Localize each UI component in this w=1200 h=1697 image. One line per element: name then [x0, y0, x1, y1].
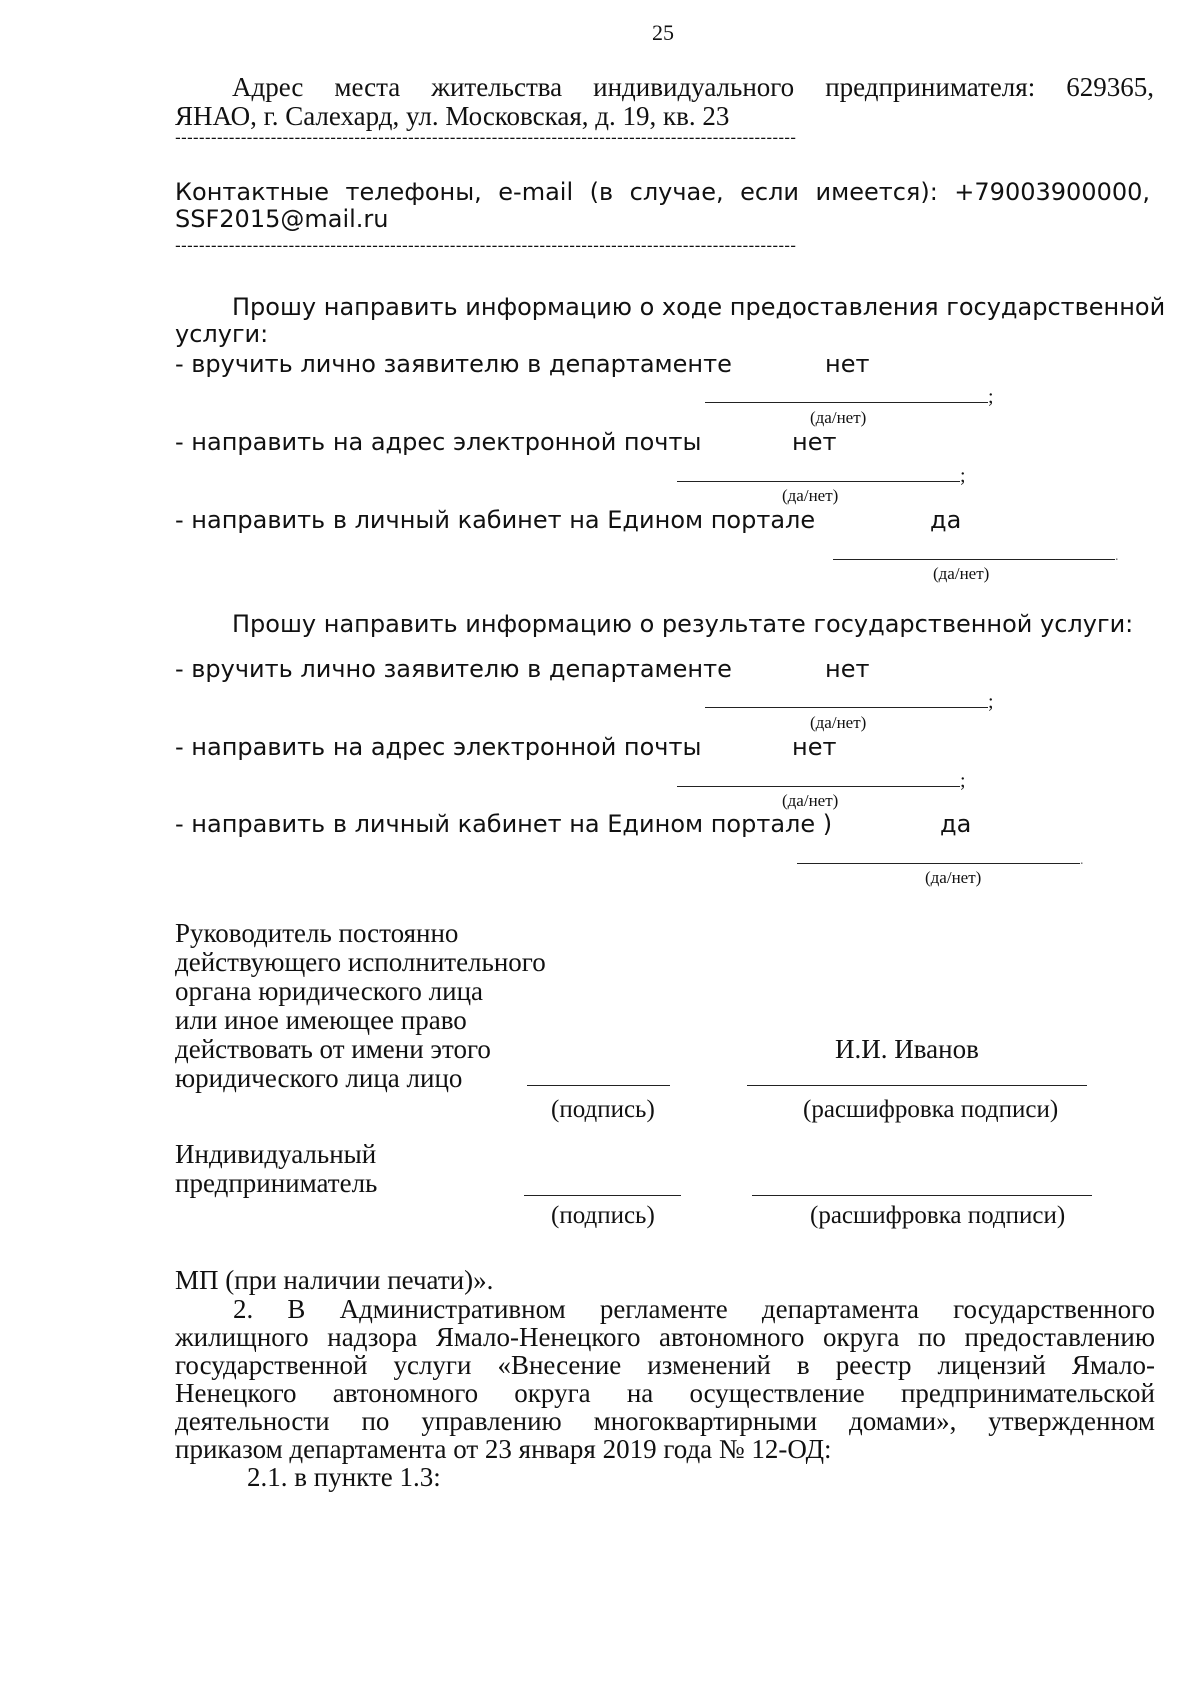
paragraph-2-line-5: деятельности по управлению многоквартирными домами», утвержденном [175, 1406, 1155, 1436]
progress-item-2-hint: (да/нет) [782, 486, 839, 505]
separator-2: -------------------------------------------------------------------------------------------------------- [175, 236, 797, 255]
progress-item-2-line [677, 481, 960, 482]
head-title-line-2: действующего исполнительного [175, 947, 546, 977]
result-item-3-dot: . [1080, 853, 1084, 868]
progress-item-3-dot: . [1115, 549, 1119, 564]
paragraph-2-line-2: жилищного надзора Ямало-Ненецкого автономного округа по предоставлению [175, 1322, 1155, 1352]
paragraph-2-line-3: государственной услуги «Внесение изменений в реестр лицензий Ямало- [175, 1350, 1155, 1380]
paragraph-2-line-4: Ненецкого автономного округа на осуществление предпринимательской [175, 1378, 1155, 1408]
ip-decode-line [752, 1195, 1092, 1196]
progress-item-2-value: нет [792, 428, 837, 456]
contacts-line-2: SSF2015@mail.ru [175, 205, 389, 233]
contacts-line-1: Контактные телефоны, e-mail (в случае, если имеется): +79003900000, [175, 178, 1150, 206]
result-item-2-hint: (да/нет) [782, 791, 839, 810]
separator-1: -------------------------------------------------------------------------------------------------------- [175, 128, 797, 147]
result-item-3-value: да [940, 810, 972, 838]
progress-intro-line-2: услуги: [175, 320, 269, 348]
head-title-line-1: Руководитель постоянно [175, 918, 459, 948]
paragraph-2 [175, 1295, 1155, 1491]
result-item-3-line [797, 863, 1080, 864]
head-signature-line [527, 1085, 670, 1086]
head-title-line-6: юридического лица лицо [175, 1063, 463, 1093]
progress-item-1-semicolon: ; [988, 386, 994, 408]
head-decode-caption: (расшифровка подписи) [803, 1096, 1059, 1123]
ip-signature-line [524, 1195, 681, 1196]
paragraph-2-sub: 2.1. в пункте 1.3: [247, 1462, 441, 1492]
head-title-line-3: органа юридического лица [175, 976, 484, 1006]
progress-item-2-semicolon: ; [960, 465, 966, 487]
progress-item-3-label: - направить в личный кабинет на Едином портале [175, 506, 816, 534]
page-number: 25 [652, 20, 674, 45]
progress-item-2-label: - направить на адрес электронной почты [175, 428, 702, 456]
progress-intro-line-1: Прошу направить информацию о ходе предоставления государственной [232, 293, 1166, 321]
head-name: И.И. Иванов [835, 1034, 979, 1064]
paragraph-2-line-1: 2. В Административном регламенте департамента государственного [233, 1294, 1155, 1324]
head-signature-caption: (подпись) [551, 1096, 655, 1123]
head-title-line-5: действовать от имени этого [175, 1034, 491, 1064]
result-item-3-hint: (да/нет) [925, 868, 982, 887]
result-item-2-label: - направить на адрес электронной почты [175, 733, 702, 761]
result-item-1-value: нет [825, 655, 870, 683]
result-intro: Прошу направить информацию о результате государственной услуги: [232, 610, 1134, 638]
progress-item-1-line [705, 402, 988, 403]
result-item-3-label: - направить в личный кабинет на Едином портале ) [175, 810, 833, 838]
result-item-1-hint: (да/нет) [810, 713, 867, 732]
progress-item-1-hint: (да/нет) [810, 408, 867, 427]
progress-item-1-value: нет [825, 350, 870, 378]
progress-item-3-line [833, 559, 1115, 560]
result-item-1-semicolon: ; [988, 691, 994, 713]
address-line-1: Адрес места жительства индивидуального предпринимателя: 629365, [232, 72, 1154, 102]
ip-decode-caption: (расшифровка подписи) [810, 1202, 1066, 1229]
result-item-1-label: - вручить лично заявителю в департаменте [175, 655, 732, 683]
head-decode-line [747, 1085, 1087, 1086]
progress-item-3-value: да [930, 506, 962, 534]
head-title-line-4: или иное имеющее право [175, 1005, 467, 1035]
result-item-1-line [705, 707, 988, 708]
stamp-note: МП (при наличии печати)». [175, 1265, 494, 1295]
result-item-2-semicolon: ; [960, 770, 966, 792]
result-item-2-value: нет [792, 733, 837, 761]
paragraph-2-line-6: приказом департамента от 23 января 2019 года № 12-ОД: [175, 1434, 832, 1464]
result-item-2-line [677, 786, 960, 787]
ip-title-line-2: предприниматель [175, 1168, 378, 1198]
progress-item-3-hint: (да/нет) [933, 564, 990, 583]
ip-signature-caption: (подпись) [551, 1202, 655, 1229]
progress-item-1-label: - вручить лично заявителю в департаменте [175, 350, 732, 378]
ip-title-line-1: Индивидуальный [175, 1139, 377, 1169]
address-line-2: ЯНАО, г. Салехард, ул. Московская, д. 19, кв. 23 [175, 101, 730, 131]
